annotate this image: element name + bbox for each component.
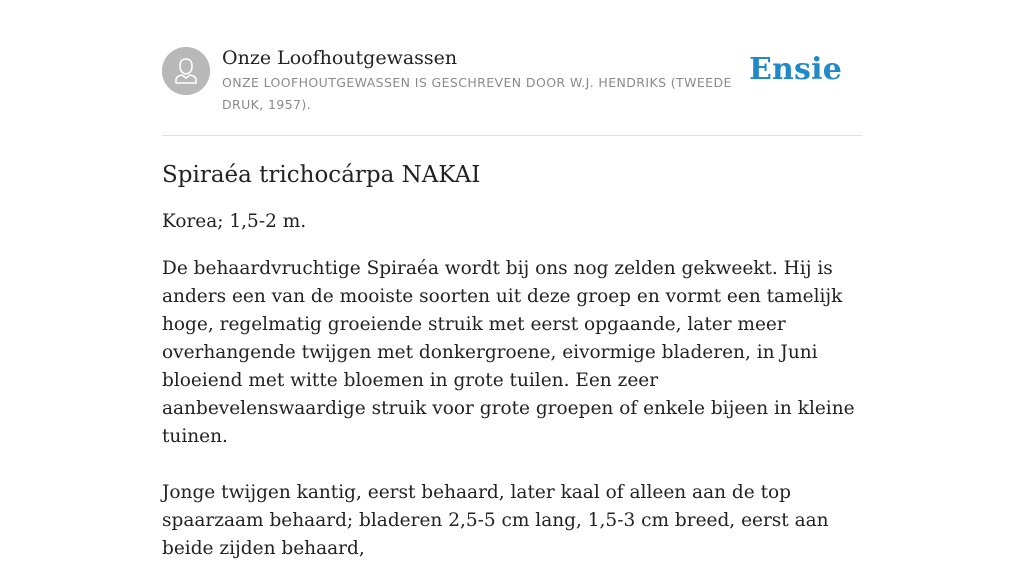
article-content <box>162 136 862 563</box>
author-info <box>222 44 762 116</box>
entry-paragraph-1: De behaardvruchtige Spiraéa wordt bij ons nog zelden gekweekt. Hij is anders een van de mooiste soorten uit deze groep en vormt een tamelijk hoge, regelmatig groeiende struik met eerst opgaande, later meer overhangende twijgen met donkergroene, eivormige bladeren, in Juni bloeiend met witte bloemen in grote tuilen. Een zeer aanbevelenswaardige struik voor grote groepen of enkele bijeen in kleine tuinen. <box>162 258 855 447</box>
entry-title: Spiraéa trichocárpa NAKAI <box>162 162 481 188</box>
entry-origin: Korea; 1,5-2 m. <box>162 211 307 232</box>
article-header <box>162 0 862 136</box>
article-container <box>162 0 862 582</box>
ensie-logo[interactable]: Ensie <box>748 52 842 87</box>
author-avatar[interactable] <box>162 47 210 95</box>
author-description: ONZE LOOFHOUTGEWASSEN IS GESCHREVEN DOOR W.J. HENDRIKS (TWEEDE DRUK, 1957). <box>222 75 732 112</box>
entry-paragraph-2: Jonge twijgen kantig, eerst behaard, later kaal of alleen aan de top spaarzaam behaard; bladeren 2,5-5 cm lang, 1,5-3 cm breed, eerst aan beide zijden behaard, <box>162 482 829 559</box>
author-name[interactable]: Onze Loofhoutgewassen <box>222 47 458 69</box>
user-avatar-icon <box>162 47 210 95</box>
